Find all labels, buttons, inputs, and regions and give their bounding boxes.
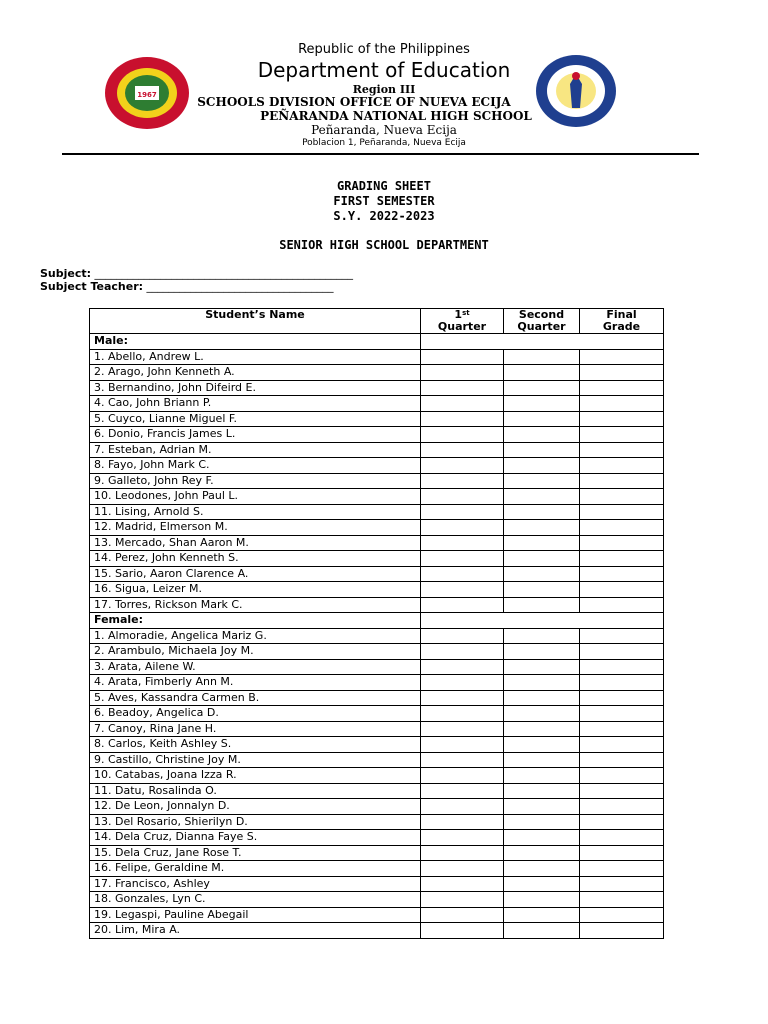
student-name-cell: 1. Abello, Andrew L. (90, 349, 421, 365)
student-name-cell: 16. Felipe, Geraldine M. (90, 861, 421, 877)
table-row (90, 923, 664, 939)
table-row (90, 721, 664, 737)
final-grade-cell[interactable] (580, 535, 664, 551)
second-quarter-cell[interactable] (504, 706, 580, 722)
final-grade-cell[interactable] (580, 489, 664, 505)
student-name-cell: 19. Legaspi, Pauline Abegail (90, 907, 421, 923)
student-name-cell: 15. Sario, Aaron Clarence A. (90, 566, 421, 582)
student-name-cell: 16. Sigua, Leizer M. (90, 582, 421, 598)
second-quarter-cell[interactable] (504, 442, 580, 458)
second-quarter-cell[interactable] (504, 551, 580, 567)
student-name-cell: 5. Cuyco, Lianne Miguel F. (90, 411, 421, 427)
student-name-cell: 8. Carlos, Keith Ashley S. (90, 737, 421, 753)
final-grade-cell[interactable] (580, 520, 664, 536)
table-row (90, 907, 664, 923)
final-grade-cell[interactable] (580, 458, 664, 474)
second-quarter-cell[interactable] (504, 659, 580, 675)
second-quarter-cell[interactable] (504, 690, 580, 706)
first-quarter-cell[interactable] (421, 411, 504, 427)
first-quarter-cell[interactable] (421, 768, 504, 784)
final-grade-cell[interactable] (580, 473, 664, 489)
second-quarter-cell[interactable] (504, 411, 580, 427)
second-quarter-cell[interactable] (504, 892, 580, 908)
second-quarter-cell[interactable] (504, 923, 580, 939)
header-student-name: Student’s Name (90, 309, 421, 334)
grading-table (89, 308, 664, 939)
student-name-cell: 6. Donio, Francis James L. (90, 427, 421, 443)
second-quarter-cell[interactable] (504, 845, 580, 861)
first-quarter-cell[interactable] (421, 349, 504, 365)
first-quarter-cell[interactable] (421, 458, 504, 474)
student-name-cell: 7. Canoy, Rina Jane H. (90, 721, 421, 737)
table-row (90, 442, 664, 458)
final-grade-cell[interactable] (580, 799, 664, 815)
student-name-cell: 14. Dela Cruz, Dianna Faye S. (90, 830, 421, 846)
second-quarter-cell[interactable] (504, 628, 580, 644)
first-quarter-cell[interactable] (421, 923, 504, 939)
second-quarter-cell[interactable] (504, 814, 580, 830)
first-quarter-cell[interactable] (421, 799, 504, 815)
header-divider (62, 153, 699, 155)
first-quarter-cell[interactable] (421, 566, 504, 582)
first-quarter-cell[interactable] (421, 365, 504, 381)
final-grade-cell[interactable] (580, 411, 664, 427)
sheet-title: GRADING SHEET (337, 179, 431, 193)
department-name: Department of Education (257, 58, 511, 82)
final-grade-cell[interactable] (580, 690, 664, 706)
first-quarter-cell[interactable] (421, 582, 504, 598)
student-name-cell: 3. Arata, Ailene W. (90, 659, 421, 675)
table-row (90, 892, 664, 908)
second-quarter-cell[interactable] (504, 520, 580, 536)
first-quarter-cell[interactable] (421, 644, 504, 660)
table-row (90, 783, 664, 799)
first-quarter-cell[interactable] (421, 442, 504, 458)
table-row (90, 365, 664, 381)
first-quarter-cell[interactable] (421, 597, 504, 613)
final-grade-cell[interactable] (580, 628, 664, 644)
second-quarter-cell[interactable] (504, 582, 580, 598)
table-row (90, 861, 664, 877)
first-quarter-cell[interactable] (421, 520, 504, 536)
second-quarter-cell[interactable] (504, 799, 580, 815)
table-row (90, 411, 664, 427)
final-grade-cell[interactable] (580, 365, 664, 381)
table-row (90, 458, 664, 474)
student-name-cell: 17. Francisco, Ashley (90, 876, 421, 892)
letterhead (0, 0, 768, 160)
first-quarter-cell[interactable] (421, 752, 504, 768)
table-row (90, 768, 664, 784)
student-name-cell: 11. Lising, Arnold S. (90, 504, 421, 520)
town-line: Peñaranda, Nueva Ecija (311, 123, 457, 137)
final-grade-cell[interactable] (580, 876, 664, 892)
second-quarter-cell[interactable] (504, 396, 580, 412)
header-final-grade: Final Grade (580, 309, 664, 334)
student-name-cell: 3. Bernandino, John Difeird E. (90, 380, 421, 396)
table-row (90, 535, 664, 551)
seal-year: 1967 (137, 91, 157, 99)
student-name-cell: 15. Dela Cruz, Jane Rose T. (90, 845, 421, 861)
teacher-blank: __________________________________ (146, 280, 334, 293)
table-row (90, 706, 664, 722)
first-quarter-cell[interactable] (421, 845, 504, 861)
student-name-cell: 11. Datu, Rosalinda O. (90, 783, 421, 799)
final-grade-cell[interactable] (580, 892, 664, 908)
first-quarter-cell[interactable] (421, 535, 504, 551)
second-quarter-cell[interactable] (504, 644, 580, 660)
table-row (90, 380, 664, 396)
second-quarter-cell[interactable] (504, 783, 580, 799)
second-quarter-cell[interactable] (504, 349, 580, 365)
student-name-cell: 20. Lim, Mira A. (90, 923, 421, 939)
table-row (90, 752, 664, 768)
header-second-quarter: Second Quarter (504, 309, 580, 334)
department-heading: SENIOR HIGH SCHOOL DEPARTMENT (279, 238, 489, 252)
first-quarter-cell[interactable] (421, 628, 504, 644)
table-row (90, 520, 664, 536)
final-grade-cell[interactable] (580, 845, 664, 861)
table-row (90, 690, 664, 706)
header-first-quarter: 1st Quarter (421, 309, 504, 334)
final-grade-cell[interactable] (580, 783, 664, 799)
second-quarter-cell[interactable] (504, 566, 580, 582)
student-name-cell: 6. Beadoy, Angelica D. (90, 706, 421, 722)
school-year-line: S.Y. 2022-2023 (333, 209, 435, 223)
first-quarter-cell[interactable] (421, 814, 504, 830)
second-quarter-cell[interactable] (504, 504, 580, 520)
first-quarter-cell[interactable] (421, 861, 504, 877)
student-name-cell: 14. Perez, John Kenneth S. (90, 551, 421, 567)
first-quarter-cell[interactable] (421, 721, 504, 737)
table-row (90, 396, 664, 412)
student-name-cell: 8. Fayo, John Mark C. (90, 458, 421, 474)
final-grade-cell[interactable] (580, 380, 664, 396)
first-quarter-cell[interactable] (421, 551, 504, 567)
subject-blank: _______________________________________________ (94, 267, 354, 280)
final-grade-cell[interactable] (580, 706, 664, 722)
second-quarter-cell[interactable] (504, 458, 580, 474)
student-name-cell: 13. Mercado, Shan Aaron M. (90, 535, 421, 551)
teacher-field (40, 280, 334, 293)
final-grade-cell[interactable] (580, 752, 664, 768)
second-quarter-cell[interactable] (504, 473, 580, 489)
table-row (90, 597, 664, 613)
table-row (90, 659, 664, 675)
second-quarter-cell[interactable] (504, 907, 580, 923)
table-row (90, 504, 664, 520)
student-name-cell: 13. Del Rosario, Shierilyn D. (90, 814, 421, 830)
table-row (90, 845, 664, 861)
table-row (90, 349, 664, 365)
first-quarter-cell[interactable] (421, 380, 504, 396)
final-grade-cell[interactable] (580, 721, 664, 737)
table-row (90, 876, 664, 892)
first-quarter-cell[interactable] (421, 504, 504, 520)
first-quarter-cell[interactable] (421, 907, 504, 923)
first-quarter-cell[interactable] (421, 675, 504, 691)
final-grade-cell[interactable] (580, 504, 664, 520)
table-row (90, 566, 664, 582)
table-row (90, 799, 664, 815)
first-quarter-cell[interactable] (421, 830, 504, 846)
second-quarter-cell[interactable] (504, 489, 580, 505)
first-quarter-cell[interactable] (421, 892, 504, 908)
final-grade-cell[interactable] (580, 566, 664, 582)
second-quarter-cell[interactable] (504, 876, 580, 892)
table-row (90, 427, 664, 443)
second-quarter-cell[interactable] (504, 861, 580, 877)
first-quarter-cell[interactable] (421, 706, 504, 722)
section-row-female (90, 613, 664, 629)
section-row-male (90, 334, 664, 350)
semester-line: FIRST SEMESTER (333, 194, 435, 208)
table-row (90, 644, 664, 660)
region-line: Region III (352, 83, 416, 96)
student-name-cell: 12. Madrid, Elmerson M. (90, 520, 421, 536)
second-quarter-cell[interactable] (504, 675, 580, 691)
first-quarter-cell[interactable] (421, 659, 504, 675)
first-quarter-cell[interactable] (421, 489, 504, 505)
second-quarter-cell[interactable] (504, 365, 580, 381)
subject-label: Subject: (40, 267, 92, 280)
second-quarter-cell[interactable] (504, 721, 580, 737)
final-grade-cell[interactable] (580, 830, 664, 846)
address-line: Poblacion 1, Peñaranda, Nueva Ecija (302, 138, 466, 148)
second-quarter-cell[interactable] (504, 830, 580, 846)
second-quarter-cell[interactable] (504, 380, 580, 396)
table-row (90, 582, 664, 598)
student-name-cell: 4. Arata, Fimberly Ann M. (90, 675, 421, 691)
student-name-cell: 2. Arago, John Kenneth A. (90, 365, 421, 381)
school-name: PEÑARANDA NATIONAL HIGH SCHOOL (260, 109, 532, 123)
final-grade-cell[interactable] (580, 644, 664, 660)
final-grade-cell[interactable] (580, 349, 664, 365)
final-grade-cell[interactable] (580, 861, 664, 877)
teacher-label: Subject Teacher: (40, 280, 144, 293)
final-grade-cell[interactable] (580, 737, 664, 753)
second-quarter-cell[interactable] (504, 535, 580, 551)
table-row (90, 830, 664, 846)
second-quarter-cell[interactable] (504, 752, 580, 768)
student-name-cell: 1. Almoradie, Angelica Mariz G. (90, 628, 421, 644)
table-row (90, 473, 664, 489)
final-grade-cell[interactable] (580, 551, 664, 567)
student-name-cell: 10. Catabas, Joana Izza R. (90, 768, 421, 784)
student-name-cell: 12. De Leon, Jonnalyn D. (90, 799, 421, 815)
section-label: Female: (90, 613, 421, 629)
table-header-row (90, 309, 664, 334)
first-quarter-cell[interactable] (421, 783, 504, 799)
final-grade-cell[interactable] (580, 768, 664, 784)
table-row (90, 628, 664, 644)
subject-field (40, 267, 353, 280)
first-quarter-cell[interactable] (421, 737, 504, 753)
final-grade-cell[interactable] (580, 396, 664, 412)
table-row (90, 489, 664, 505)
table-row (90, 737, 664, 753)
final-grade-cell[interactable] (580, 597, 664, 613)
table-body (90, 334, 664, 939)
student-name-cell: 5. Aves, Kassandra Carmen B. (90, 690, 421, 706)
final-grade-cell[interactable] (580, 907, 664, 923)
first-quarter-cell[interactable] (421, 473, 504, 489)
final-grade-cell[interactable] (580, 675, 664, 691)
student-name-cell: 7. Esteban, Adrian M. (90, 442, 421, 458)
republic-line: Republic of the Philippines (298, 42, 470, 57)
student-name-cell: 9. Castillo, Christine Joy M. (90, 752, 421, 768)
table-row (90, 814, 664, 830)
student-name-cell: 2. Arambulo, Michaela Joy M. (90, 644, 421, 660)
final-grade-cell[interactable] (580, 442, 664, 458)
student-name-cell: 17. Torres, Rickson Mark C. (90, 597, 421, 613)
table-row (90, 675, 664, 691)
second-quarter-cell[interactable] (504, 768, 580, 784)
section-label: Male: (90, 334, 421, 350)
second-quarter-cell[interactable] (504, 737, 580, 753)
final-grade-cell[interactable] (580, 659, 664, 675)
second-quarter-cell[interactable] (504, 597, 580, 613)
table-row (90, 551, 664, 567)
final-grade-cell[interactable] (580, 923, 664, 939)
student-name-cell: 18. Gonzales, Lyn C. (90, 892, 421, 908)
first-quarter-cell[interactable] (421, 690, 504, 706)
student-name-cell: 4. Cao, John Briann P. (90, 396, 421, 412)
student-name-cell: 9. Galleto, John Rey F. (90, 473, 421, 489)
second-quarter-cell[interactable] (504, 427, 580, 443)
final-grade-cell[interactable] (580, 582, 664, 598)
first-quarter-cell[interactable] (421, 427, 504, 443)
final-grade-cell[interactable] (580, 814, 664, 830)
division-line: SCHOOLS DIVISION OFFICE OF NUEVA ECIJA (197, 95, 511, 109)
first-quarter-cell[interactable] (421, 396, 504, 412)
first-quarter-cell[interactable] (421, 876, 504, 892)
student-name-cell: 10. Leodones, John Paul L. (90, 489, 421, 505)
final-grade-cell[interactable] (580, 427, 664, 443)
